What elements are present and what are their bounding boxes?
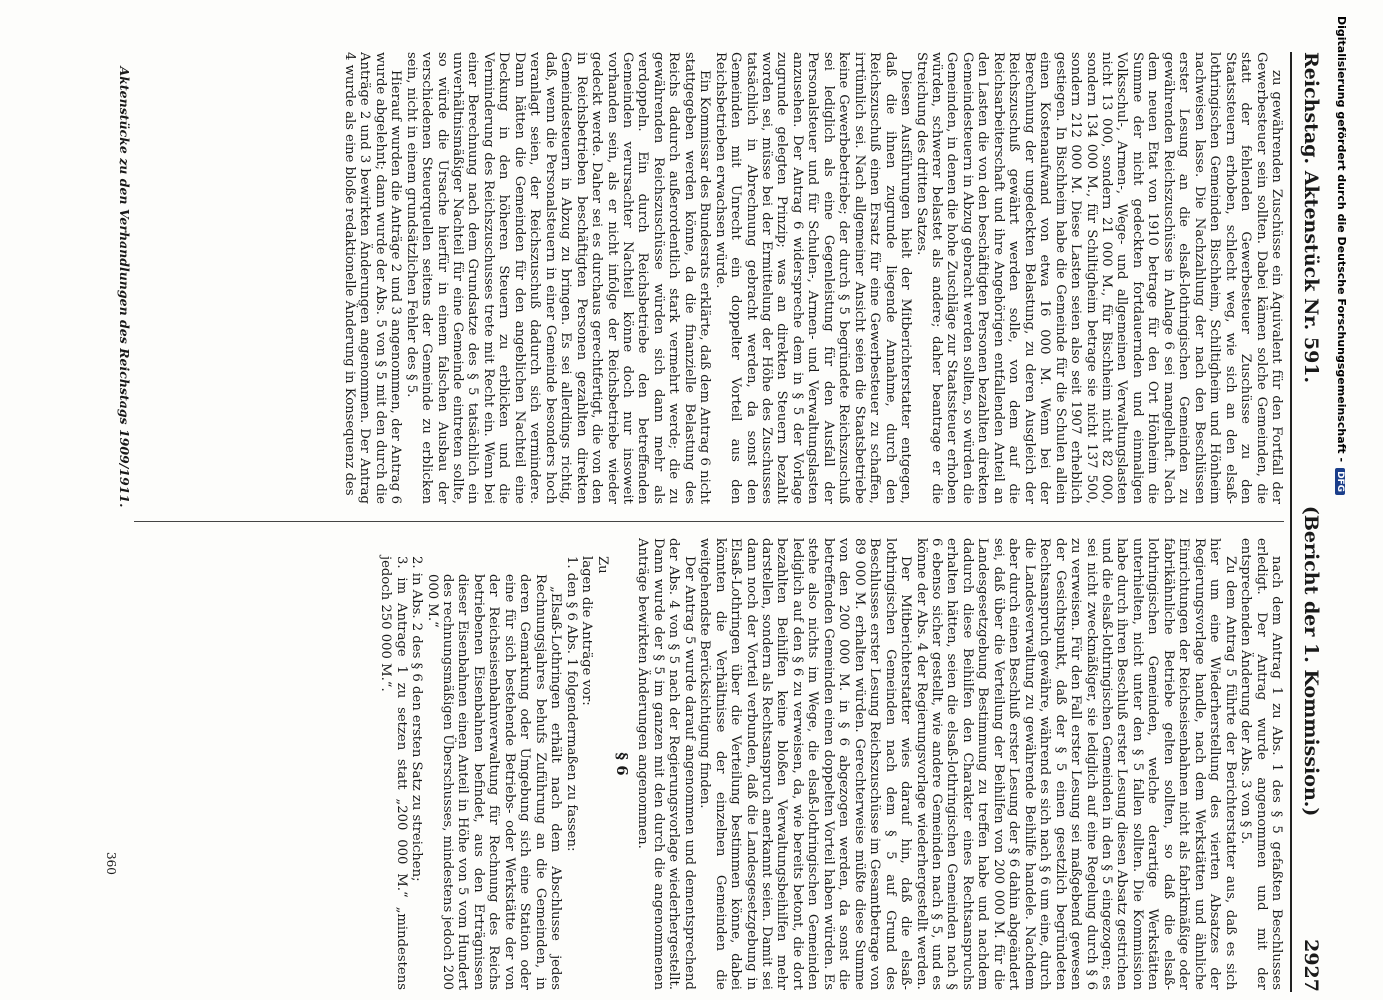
header-left: Reichstag. Aktenstück Nr. 591. (1300, 52, 1322, 384)
right-column (134, 538, 1284, 990)
left-paragraph-1: zu gewährenden Zuschüsse ein Äquivalent für den Fortfall der Gewerbesteuer sein sollten. Dabei kämen solche Gemeinden, die statt der fehlenden Gewerbesteuer Zuschüsse zu den Staatssteuern erhoben, schlecht weg, wie sich an den elsaß-lothringischen Gemeinden Bischheim, Schiltigheim und Hönheim nachweisen lasse. Die Nachzahlung der nach den Beschlüssen erster Lesung an die elsaß-lothringischen Gemeinden zu gewährenden Reichszuschüsse in Anlage 6 sei mangelhaft. Nach dem neuen Etat von 1910 betrage für den Ort Hönheim die Summe der nicht gedeckten fortdauernden und einmaligen Volksschul-, Armen-, Wege- und allgemeinen Verwaltungslasten nicht 13 000, sondern 21 000 M., für Bischheim nicht 82 000, sondern 134 000 M., für Schiltigheim betrage sie nicht 137 500, sondern 212 000 M. Diese Lasten seien also seit 1907 erheblich gestiegen. In Bischheim habe die Gemeinde für die Schulen allein einen Kostenaufwand von etwa 16 000 M. Wenn bei der Berechnung der ungedeckten Belastung, zu deren Ausgleich der Reichszuschuß gewährt werden solle, von dem auf die Reichsarbeiterschaft und ihre Angehörigen entfallenden Anteil an den Lasten die von den beschäftigten Personen bezahlten direkten Gemeindesteuern in Abzug gebracht werden sollten, so würden die Gemeinden, in denen die hohe Zuschläge zur Staatssteuer erhoben würden, schwerer belastet als andere; daher beantrage er die Streichung des dritten Satzes. (913, 52, 1284, 504)
list-item-2: 2. in Abs. 2 des § 6 den ersten Satz zu streichen; (409, 556, 425, 882)
right-paragraph-3: Der Mitberichterstatter wies darauf hin, daß die elsaß-lothringischen Gemeinden nach dem § 5 auf Grund des Beschlusses erster Lesung Reichszuschüsse im Gesamtbetrage von 89 000 M. erhalten würden. Gerechterweise müßte diese Summe von den 200 000 M. in § 6 abgezogen werden, da sonst die betreffenden Gemeinden einen doppelten Vorteil haben würden. Es stehe also nichts im Wege, die elsaß-lothringischen Gemeinden lediglich auf den § 6 zu verweisen, da, wie bereits betont, die dort bezahlten Beihilfen keine bloßen Verwaltungsbeihilfen mehr darstellen, sondern als Rechtsanspruch anerkannt seien. Damit sei dann noch der Vorteil verbunden, daß die Landesgesetzgebung in Elsaß-Lothringen über die Verteilung bestimmen könne, dabei könnten die Verhältnisse der einzelnen Gemeinden die weitgehendste Berücksichtigung finden. (697, 538, 914, 990)
left-paragraph-2: Diesen Ausführungen hielt der Mitberichterstatter entgegen, daß die ihnen zugrunde liegende Annahme, durch den Reichszuschuß einen Ersatz für eine Gewerbesteuer zu schaffen, irrtümlich sei. Nach allgemeiner Ansicht seien die Staatsbetriebe keine Gewerbebetriebe; der durch § 5 begründete Reichszuschuß sei lediglich als eine Gegenleistung für den Ausfall der Personalsteuer und für Schulen-, Armen- und Verwaltungslasten anzusehen. Der Antrag 6 widerspreche dem in § 5 der Vorlage zugrunde gelegten Prinzip; was an direkten Steuern bezahlt worden sei, müsse bei der Ermittelung der Höhe des Zuschusses tatsächlich in Abrechnung gebracht werden, da sonst den Gemeinden mit Unrecht ein doppelter Vorteil aus den Reichsbetrieben erwachsen würde. (712, 52, 914, 504)
rotated-page (88, 52, 1328, 992)
page-number: 360 (104, 852, 118, 875)
header-rule (1290, 52, 1292, 992)
left-paragraph-3: Ein Kommissar des Bundesrats erklärte, daß dem Antrag 6 nicht stattgegeben werden könne, da die finanzielle Belastung des Reichs dadurch außerordentlich stark vermehrt werde; die zu gewährenden Reichszuschüsse würden sich dann mehr als verdoppeln. Ein durch Reichsbetriebe den betreffenden Gemeinden verursachter Nachteil könne doch nur insoweit vorhanden sein, als er nicht infolge der Reichsbetriebe wieder gedeckt werde. Daher sei es durchaus gerechtfertigt, die von den in Reichsbetrieben beschäftigten Personen gezahlten direkten Gemeindesteuern in Abzug zu bringen. Es sei allerdings richtig, daß, wenn die Personalsteuern in einer Gemeinde besonders hoch veranlagt seien, der Reichszuschuß dadurch sich vermindere. Dann hätten die Gemeinden für den angeblichen Nachteil eine Deckung in den höheren Steuern zu erblicken und die Verminderung des Reichszuschusses trete mit Recht ein. Wenn bei einer Berechnung nach dem Grundsatze des § 5 tatsächlich ein unverhältnismäßiger Nachteil für eine Gemeinde eintreten sollte, so würde die Ursache hierfür in einem falschen Ausbau der verschiedenen Steuerquellen seitens der Gemeinde zu erblicken sein, nicht in einem grundsätzlichen Fehler des § 5. (403, 52, 713, 504)
left-column (134, 52, 1284, 504)
digitization-text: Digitalisierung gefördert durch die Deutsche Forschungsgemeinschaft - (1335, 16, 1348, 463)
zu-line: Zu (594, 556, 610, 574)
right-paragraph-1: nach dem Antrag 1 zu Abs. 1 des § 5 gefaßten Beschlusses erledigt. Der Antrag wurde angenommen und mit der entsprechenden Änderung der Abs. 3 von § 5. (1238, 538, 1284, 990)
footer-note: Aktenstücke zu den Verhandlungen des Reichstags 1909/1911. (117, 66, 132, 508)
list-item-quote: „Elsaß-Lothringen erhält nach dem Abschlusse jedes Rechnungsjahres behufs Zuführung an die Gemeinden, in deren Gemarkung oder Umgebung sich eine Station oder eine für sich bestehende Betriebs- oder Werkstätte der von der Reichseisenbahnverwaltung für Rechnung des Reichs betriebenen Eisenbahnen befindet, aus den Erträgnissen dieser Eisenbahnen einen Anteil in Höhe von 5 vom Hundert des rechnungsmäßigen Überschusses, mindestens jedoch 200 000 M.“ (424, 574, 564, 990)
list-item-1: 1. den § 6 Abs. 1 folgendermaßen zu fassen: (563, 556, 579, 852)
antraege-intro: lagen die Anträge vor: (579, 556, 595, 706)
section-heading: § 6 (612, 752, 631, 776)
left-paragraph-4: Hierauf wurden die Anträge 2 und 3 angenommen, der Antrag 6 wurde abgelehnt; dann wurde der Abs. 5 von § 5 mit den durch die Anträge 2 und 3 bewirkten Änderungen angenommen. Der Antrag 4 wurde als eine bloße redaktionelle Änderung in Konsequenz des (341, 52, 404, 504)
right-paragraph-4: Der Antrag 5 wurde darauf angenommen und dementsprechend der Abs. 4 von § 5 nach der Regierungsvorlage wiederhergestellt. Dann wurde der § 5 im ganzen mit den durch die angenommenen Anträge bewirkten Änderungen angenommen. (635, 538, 697, 990)
header-center: (Bericht der 1. Kommission.) (1300, 505, 1322, 817)
page-header (1294, 52, 1328, 992)
digitization-note (1335, 16, 1348, 495)
column-divider (134, 521, 1284, 522)
list-item-3: 3. im Antrage 1 zu setzen statt „200 000 M.“ „mindestens jedoch 250 000 M.“. (378, 556, 409, 990)
header-page-number: 2927 (1300, 939, 1322, 992)
dfg-logo-icon: DFG (1335, 468, 1345, 495)
right-paragraph-2: Zu dem Antrag 5 führte der Berichterstatter aus, daß es sich hier um eine Wiederherstellung des vierten Absatzes der Regierungsvorlage handle, nach dem Werkstätten und ähnliche Einrichtungen der Reichseisenbahnen nicht als fabrikmäßige oder fabrikähnliche Betriebe gelten sollten, so daß die elsaß-lothringischen Gemeinden, welche derartige Werkstätten unterhielten, nicht unter den § 5 fallen sollten. Die Kommission habe durch ihren Beschluß erster Lesung diesen Absatz gestrichen und die elsaß-lothringischen Gemeinden in den § 5 eingezogen; es sei nicht zweckmäßiger, sie lediglich auf eine Regelung durch § 6 zu verweisen. Für den Fall erster Lesung sei maßgebend gewesen der Gesichtspunkt, daß der § 5 einen gesetzlich begründeten Rechtsanspruch gewähre, während es sich nach § 6 um eine, durch die Landesverwaltung zu gewährende Beihilfe handele. Nachdem aber durch einen Beschluß erster Lesung der § 6 dahin abgeändert sei, daß über die Verteilung der Beihilfen von 200 000 M. für die Landesgesetzgebung Bestimmung zu treffen habe und nachdem dadurch diese Beihilfen den Charakter eines Rechtsanspruchs erhalten hätten, seien die elsaß-lothringischen Gemeinden nach § 6 ebenso sicher gestellt, wie andere Gemeinden nach § 5, und es könne der Abs. 4 der Regierungsvorlage wiederhergestellt werden. (913, 538, 1238, 990)
